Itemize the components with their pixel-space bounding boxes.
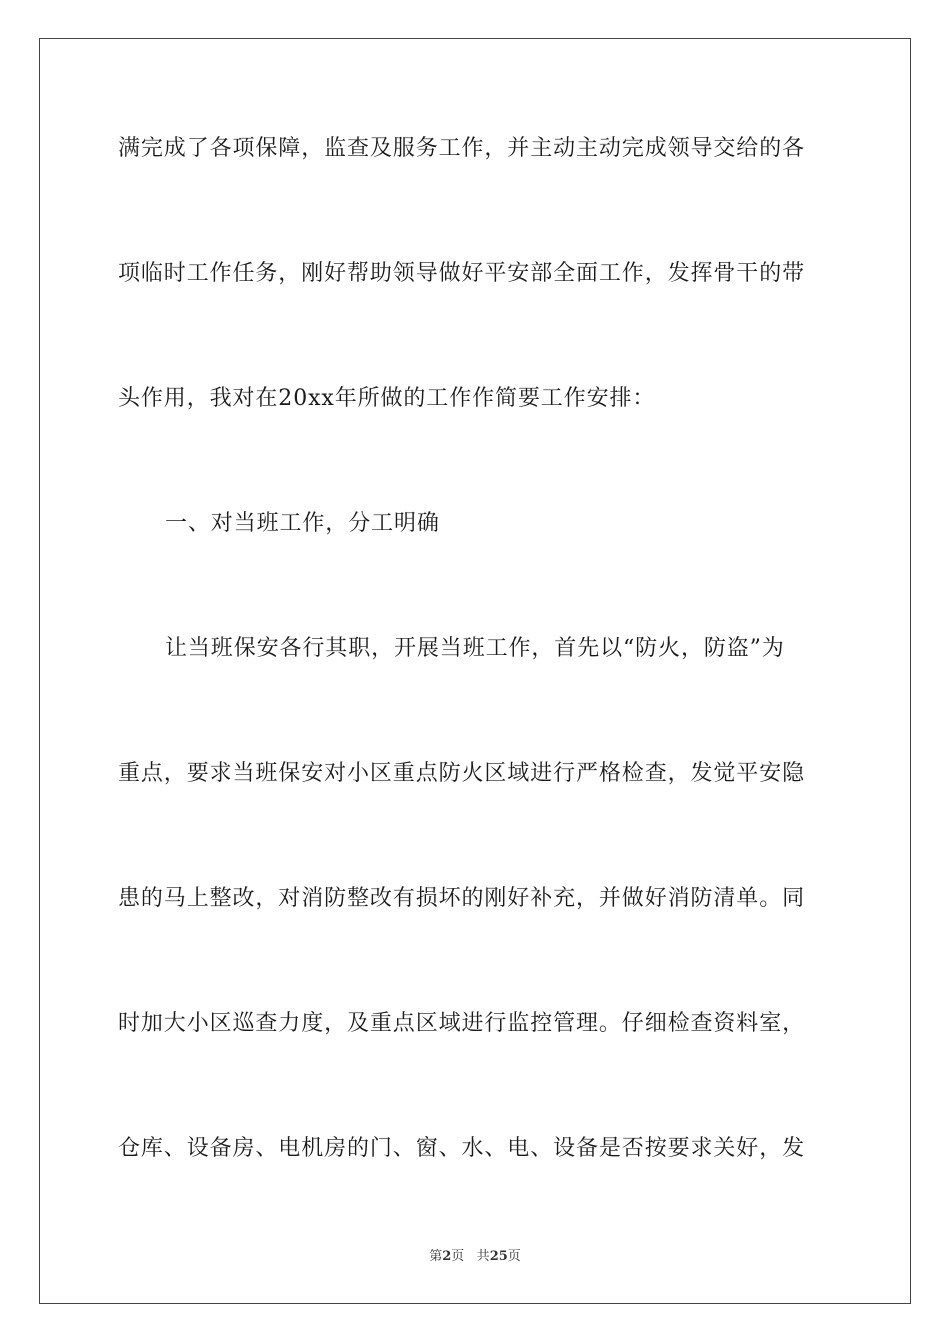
body-line-3: 头作用，我对在20xx年所做的工作作简要工作安排： — [118, 386, 656, 411]
footer-page-prefix: 第 — [429, 1249, 443, 1264]
body-line-8: 时加大小区巡查力度，及重点区域进行监控管理。仔细检查资料室， — [118, 1011, 806, 1036]
footer-page-number: 2 — [442, 1249, 452, 1264]
section-heading: 一、对当班工作，分工明确 — [165, 511, 440, 536]
footer-total-prefix: 共 — [476, 1249, 490, 1264]
footer-page-suffix: 页 — [451, 1249, 465, 1264]
page-footer — [0, 1248, 950, 1266]
body-line-2: 项临时工作任务，刚好帮助领导做好平安部全面工作，发挥骨干的带 — [118, 261, 806, 286]
footer-total-suffix: 页 — [507, 1249, 521, 1264]
body-line-6: 重点，要求当班保安对小区重点防火区域进行严格检查，发觉平安隐 — [118, 761, 806, 786]
body-line-9: 仓库、设备房、电机房的门、窗、水、电、设备是否按要求关好，发 — [118, 1136, 806, 1161]
body-line-1: 满完成了各项保障，监查及服务工作，并主动主动完成领导交给的各 — [118, 136, 806, 161]
body-line-5: 让当班保安各行其职，开展当班工作，首先以“防火，防盗”为 — [165, 636, 785, 661]
page-border — [39, 38, 911, 1304]
footer-total-number: 25 — [489, 1249, 508, 1264]
body-line-7: 患的马上整改，对消防整改有损坏的刚好补充，并做好消防清单。同 — [118, 886, 806, 911]
